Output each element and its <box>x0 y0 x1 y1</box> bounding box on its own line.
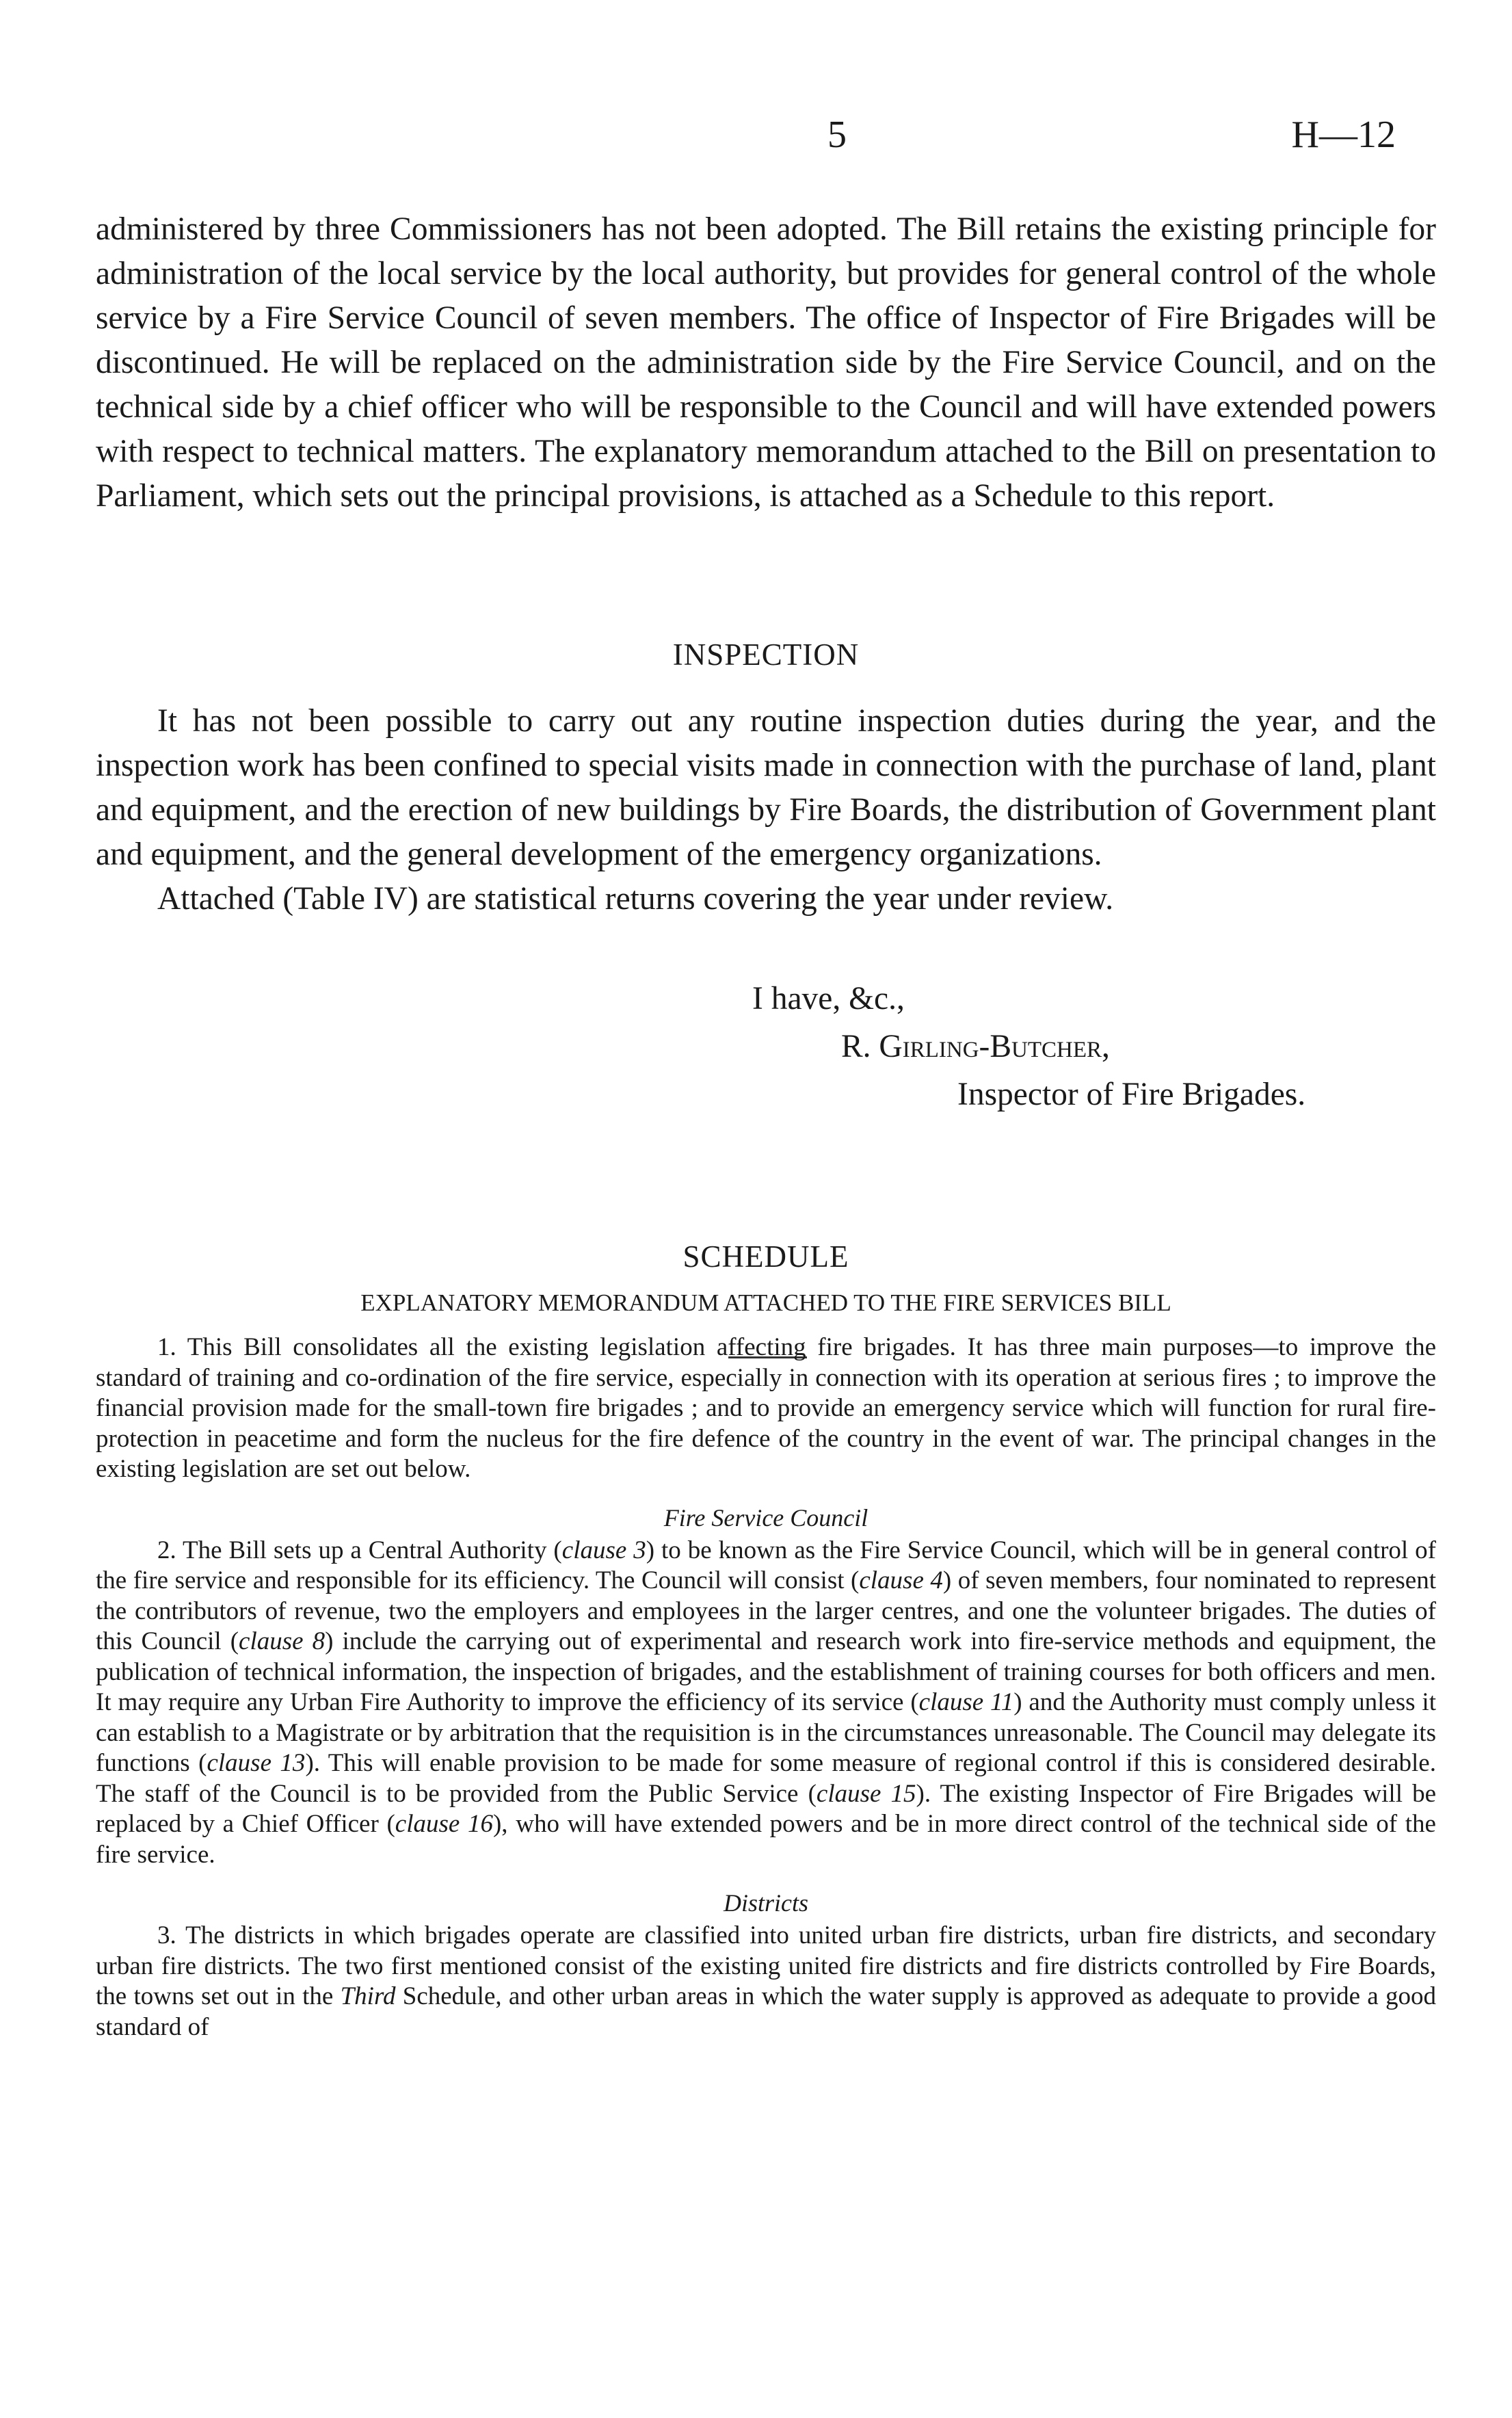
schedule-heading: SCHEDULE <box>682 1239 849 1274</box>
fire-service-council-heading: Fire Service Council <box>663 1503 868 1532</box>
signature-name: R. Girling-Butcher, <box>841 1029 1110 1064</box>
inspection-section <box>96 633 1436 921</box>
signature-closing: I have, &c., <box>752 981 905 1016</box>
fsc-clause-ref-1: clause 3 <box>561 1536 646 1564</box>
fsc-text-8: ), who will have extended powers and be in more direct control of the technical side of the fire service. <box>96 1810 1436 1869</box>
fsc-clause-ref-7: clause 16 <box>395 1810 493 1838</box>
inspection-paragraph-2: Attached (Table IV) are statistical returns covering the year under review. <box>157 881 1114 917</box>
fsc-text-3: ) of seven members, four nominated to represent the contributors of revenue, two the employers and employees in the larger centres, and one the volunteer brigades. The duties of this Council ( <box>96 1566 1436 1655</box>
fsc-text-5: ) and the Authority must comply unless it can establish to a Magistrate or by arbitration that the requisition is in the circumstances unreasonable. The Council may delegate its functions ( <box>96 1688 1436 1777</box>
inspection-paragraph-1: It has not been possible to carry out any routine inspection duties during the year, and the inspection work has been confined to special visits made in connection with the purchase of land, plant and equipment, and the erection of new buildings by Fire Boards, the distribution of Government plant and equipment, and the general development of the emergency organizations. <box>96 703 1436 872</box>
intro-section <box>96 207 1436 518</box>
fire-service-council-paragraph <box>96 1536 1436 1871</box>
page-header <box>89 113 1423 168</box>
signature-block <box>96 975 1436 1118</box>
inspection-heading: INSPECTION <box>672 638 860 672</box>
districts-heading: Districts <box>723 1889 808 1917</box>
schedule-section <box>96 1235 1436 2042</box>
intro-paragraph: administered by three Commissioners has not been adopted. The Bill retains the existing principle for administration of the local service by the local authority, but provides for general control of the whole service by a Fire Service Council of seven members. The office of Inspector of Fire Brigades will be discontinued. He will be replaced on the administration side by the Fire Service Council, and on the technical side by a chief officer who will be responsible to the Council and will have extended powers with respect to technical matters. The explanatory memorandum attached to the Bill on presentation to Parliament, which sets out the principal provisions, is attached as a Schedule to this report. <box>96 211 1436 514</box>
districts-schedule-ref: Third <box>340 1982 396 2010</box>
document-code: H—12 <box>1291 114 1396 156</box>
signature-title: Inspector of Fire Brigades. <box>957 1077 1306 1112</box>
schedule-subheading: EXPLANATORY MEMORANDUM ATTACHED TO THE FIRE SERVICES BILL <box>360 1289 1171 1316</box>
fsc-text-6: ). This will enable provision to be made for some measure of regional control if this is considered desirable. The staff of the Council is to be provided from the Public Service ( <box>96 1749 1436 1808</box>
districts-text-1: 3. The districts in which brigades operate are classified into united urban fire districts, urban fire districts, and secondary urban fire districts. The two first mentioned consist of the existing united fire districts and fire districts controlled by Fire Boards, the towns set out in the <box>96 1921 1436 2010</box>
fsc-clause-ref-5: clause 13 <box>207 1749 306 1777</box>
districts-text-2: Schedule, and other urban areas in which the water supply is approved as adequate to provide a good standard of <box>96 1982 1436 2041</box>
fsc-text-1: 2. The Bill sets up a Central Authority ( <box>157 1536 562 1564</box>
fsc-clause-ref-2: clause 4 <box>859 1566 943 1594</box>
fsc-text-7: ). The existing Inspector of Fire Brigades will be replaced by a Chief Officer ( <box>96 1779 1436 1838</box>
fsc-clause-ref-3: clause 8 <box>239 1627 326 1655</box>
fsc-text-2: ) to be known as the Fire Service Council, which will be in general control of the fire service and responsible for its efficiency. The Council will consist ( <box>96 1536 1436 1594</box>
districts-paragraph <box>96 1921 1436 2042</box>
fsc-text-4: ) include the carrying out of experimental and research work into fire-service methods and equipment, the publication of technical information, the inspection of brigades, and the establishment of training courses for both officers and men. It may require any Urban Fire Authority to improve the efficiency of its service ( <box>96 1627 1436 1716</box>
fsc-clause-ref-6: clause 15 <box>816 1779 916 1808</box>
schedule-paragraph-1: 1. This Bill consolidates all the existing legislation affecting fire brigades. It has three main purposes—to improve the standard of training and co-ordination of the fire service, especially in connection with its operation at serious fires ; to improve the financial provision made for the small-town fire brigades ; and to provide an emergency service which will function for rural fire-protection in peacetime and form the nucleus for the fire defence of the country in the event of war. The principal changes in the existing legislation are set out below. <box>96 1333 1436 1483</box>
fsc-clause-ref-4: clause 11 <box>918 1688 1014 1716</box>
page-number: 5 <box>827 114 847 156</box>
